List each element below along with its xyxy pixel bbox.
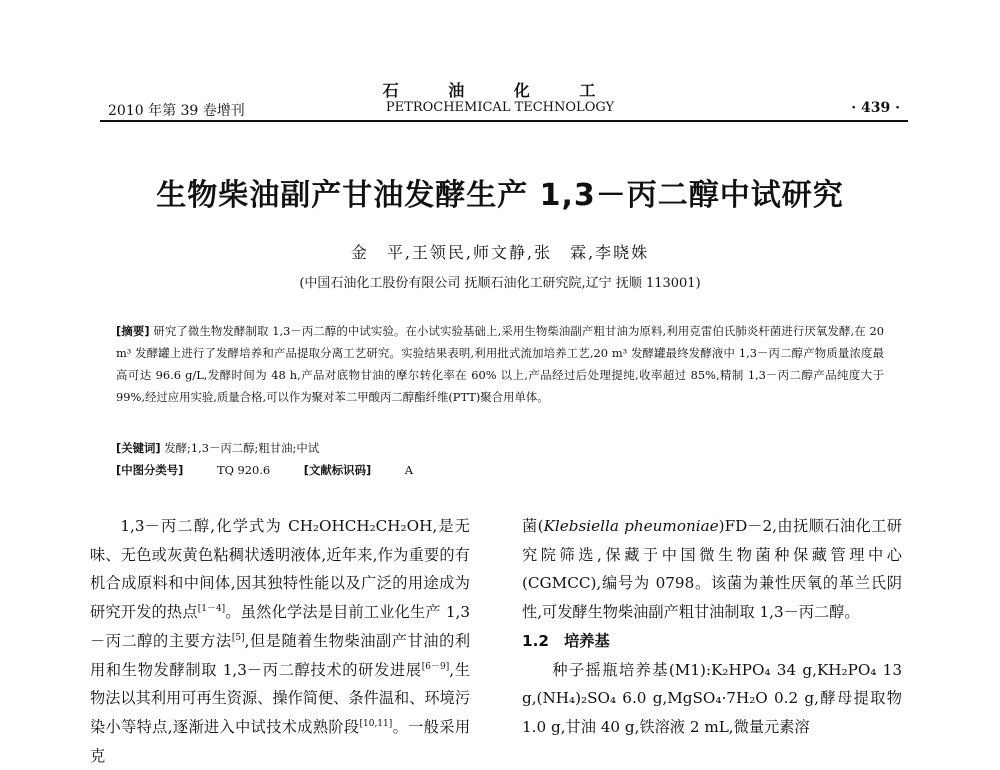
keywords	[116, 440, 319, 456]
clc-code: TQ 920.6	[217, 463, 271, 477]
journal-name-cn: 石 油 化 工	[382, 81, 618, 100]
abstract-label: [摘要]	[116, 324, 150, 338]
text-run: 1,3－丙二醇,化学式为 CH₂OHCH₂CH₂OH,是无味、无色或灰黄色粘稠状透明液体,近年来,作为重要的有机合成原料和中间体,因其独特性能以及广泛的用途成为研究开发的热点	[90, 517, 470, 622]
clc-label: [中图分类号]	[116, 463, 184, 477]
text-run: 菌(	[522, 517, 544, 535]
citation[interactable]: [5]	[231, 632, 245, 643]
keywords-label: [关键词]	[116, 441, 161, 455]
journal-name-en: PETROCHEMICAL TECHNOLOGY	[385, 100, 615, 115]
citation[interactable]: [10,11]	[359, 718, 393, 729]
body-column-right	[522, 512, 902, 742]
abstract	[116, 320, 884, 408]
keywords-text: 发酵;1,3－丙二醇;粗甘油;中试	[164, 441, 320, 455]
doc-label: [文献标识码]	[303, 463, 372, 477]
species-name: Klebsiella pheumoniae	[543, 517, 719, 535]
affiliation: (中国石油化工股份有限公司 抚顺石油化工研究院,辽宁 抚顺 113001)	[299, 276, 701, 291]
body-column-left	[90, 512, 470, 770]
section-heading: 1.2 培养基	[522, 631, 610, 650]
text-run: )FD－2,由抚顺石油化工研究院筛选,保藏于中国微生物菌种保藏管理中心(CGMCC),编号为 0798。该菌为兼性厌氧的革兰氏阴性,可发酵生物柴油副产粗甘油制取 1,3－丙二醇。	[522, 517, 902, 622]
citation[interactable]: [1－4]	[197, 604, 226, 615]
text-run: ,生物法以其利用可再生资源、操作简便、条件温和、环境污染小等特点,逐渐进入中试技术成熟阶段	[90, 660, 471, 736]
paragraph	[90, 512, 470, 770]
text-run: ,但是随着生物柴油副产甘油的利用和生物发酵制取 1,3－丙二醇技术的研发进展	[90, 631, 471, 679]
page-number: · 439 ·	[851, 100, 900, 116]
header-rule	[100, 120, 908, 122]
text-run: 。一般采用克	[90, 717, 471, 765]
paragraph: 种子摇瓶培养基(M1):K₂HPO₄ 34 g,KH₂PO₄ 13 g,(NH₄)₂SO₄ 6.0 g,MgSO₄·7H₂O 0.2 g,酵母提取物 1.0 g,甘油 40 g,铁溶液 2 mL,微量元素溶	[522, 660, 902, 736]
paragraph	[522, 512, 902, 627]
author-list: 金 平,王领民,师文静,张 霖,李晓姝	[350, 243, 650, 262]
citation[interactable]: [6－9]	[421, 661, 450, 672]
issue-info: 2010 年第 39 卷增刊	[108, 103, 245, 119]
doc-code: A	[404, 463, 414, 477]
abstract-text: 研究了微生物发酵制取 1,3－丙二醇的中试实验。在小试实验基础上,采用生物柴油副产粗甘油为原料,利用克雷伯氏肺炎杆菌进行厌氧发酵,在 20 m³ 发酵罐上进行了发酵培养和产品提取分离工艺研究。实验结果表明,利用批式流加培养工艺,20 m³ 发酵罐最终发酵液中 1,3－丙二醇产物质量浓度最高可达 96.6 g/L,发酵时间为 48 h,产品对底物甘油的摩尔转化率在 60% 以上,产品经过后处理提纯,收率超过 85%,精制 1,3－丙二醇产品纯度大于 99%,经过应用实验,质量合格,可以作为聚对苯二甲酸丙二醇酯纤维(PTT)聚合用单体。	[116, 324, 885, 404]
paper-title: 生物柴油副产甘油发酵生产 1,3－丙二醇中试研究	[156, 178, 844, 213]
text-run: 。虽然化学法是目前工业化生产 1,3－丙二醇的主要方法	[90, 603, 471, 650]
classification	[116, 462, 443, 478]
